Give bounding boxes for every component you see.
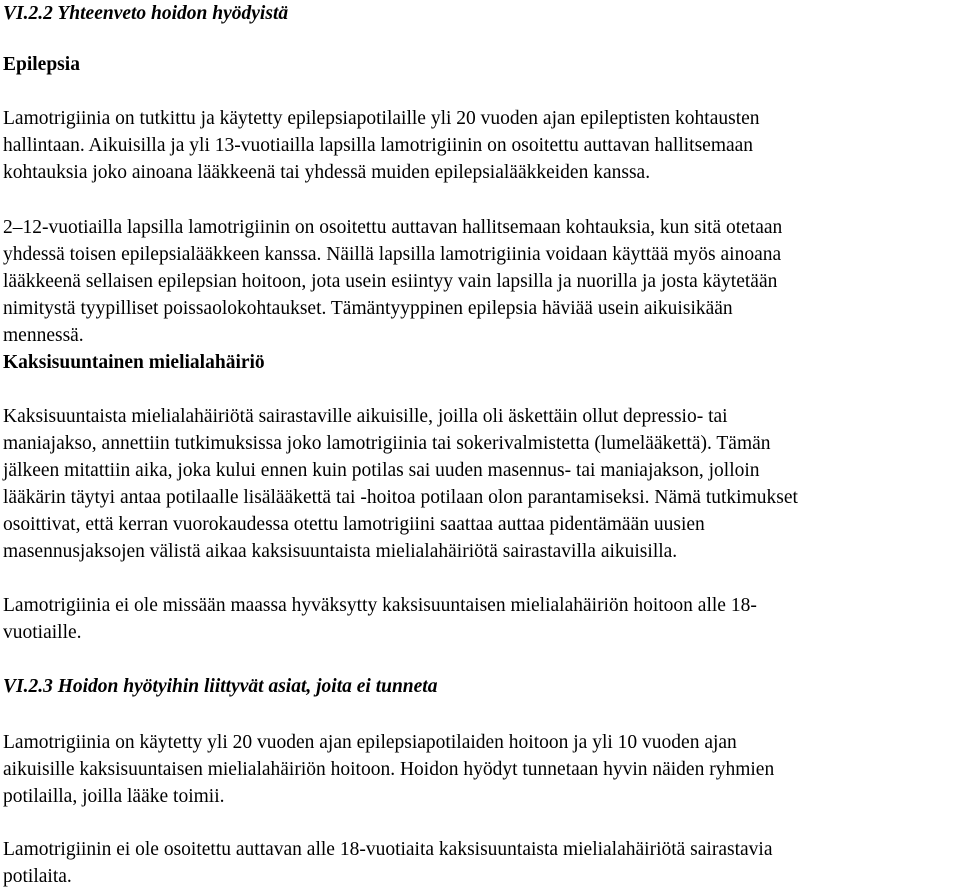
paragraph-line: potilailla, joilla lääke toimii. [3,786,225,807]
paragraph-line: aikuisille kaksisuuntaisen mielialahäiriön hoitoon. Hoidon hyödyt tunnetaan hyvin näiden ryhmien [3,759,775,780]
paragraph-line: Kaksisuuntaista mielialahäiriötä sairastaville aikuisille, joilla oli äskettäin ollut depressio- tai [3,406,728,427]
paragraph-line: mennessä. [3,325,84,346]
section-heading-text: VI.2.2 Yhteenveto hoidon hyödyistä [3,3,289,24]
paragraph-line: potilaita. [3,866,72,887]
paragraph-line: osoittivat, että kerran vuorokaudessa otettu lamotrigiini saattaa auttaa pidentämään uusien [3,514,705,535]
paragraph-line: masennusjaksojen välistä aikaa kaksisuuntaista mielialahäiriötä sairastavilla aikuisilla. [3,541,678,562]
paragraph-known-benefits [3,729,954,810]
paragraph-bipolar-studies [3,403,954,565]
paragraph-under-18 [3,836,954,890]
section-heading-vi-2-3 [3,673,954,700]
subheading-text: Epilepsia [3,54,80,75]
paragraph-epilepsy-adults [3,105,954,186]
paragraph-line: yhdessä toisen epilepsialääkkeen kanssa. Näillä lapsilla lamotrigiinia voidaan käyttää myös ainoana [3,244,782,265]
paragraph-line: nimitystä tyypilliset poissaolokohtaukset. Tämäntyyppinen epilepsia häviää usein aikuisikään [3,298,733,319]
subheading-kaksisuuntainen [3,349,954,376]
paragraph-line: Lamotrigiinin ei ole osoitettu auttavan alle 18-vuotiaita kaksisuuntaista mielialahäiriötä sairastavia [3,839,773,860]
paragraph-line: 2–12-vuotiailla lapsilla lamotrigiinin on osoitettu auttavan hallitsemaan kohtauksia, kun sitä otetaan [3,217,783,238]
paragraph-line: vuotiaille. [3,622,82,643]
paragraph-line: Lamotrigiinia ei ole missään maassa hyväksytty kaksisuuntaisen mielialahäiriön hoitoon alle 18- [3,595,757,616]
paragraph-line: Lamotrigiinia on tutkittu ja käytetty epilepsiapotilaille yli 20 vuoden ajan epileptisten kohtausten [3,108,760,129]
paragraph-line: maniajakso, annettiin tutkimuksissa joko lamotrigiinia tai sokerivalmistetta (lumelääkettä). Tämän [3,433,771,454]
section-heading-vi-2-2 [3,0,954,27]
paragraph-line: hallintaan. Aikuisilla ja yli 13-vuotiailla lapsilla lamotrigiinin on osoitettu auttavan hallitsemaan [3,135,754,156]
paragraph-line: Lamotrigiinia on käytetty yli 20 vuoden ajan epilepsiapotilaiden hoitoon ja yli 10 vuoden ajan [3,732,737,753]
paragraph-line: jälkeen mitattiin aika, joka kului ennen kuin potilas sai uuden masennus- tai maniajakson, jolloin [3,460,760,481]
paragraph-bipolar-age-limit [3,592,954,646]
paragraph-line: lääkkeenä sellaisen epilepsian hoitoon, jota usein esiintyy vain lapsilla ja nuorilla ja josta käytetään [3,271,778,292]
paragraph-line: kohtauksia joko ainoana lääkkeenä tai yhdessä muiden epilepsialääkkeiden kanssa. [3,162,651,183]
section-heading-text: VI.2.3 Hoidon hyötyihin liittyvät asiat, joita ei tunneta [3,676,438,697]
paragraph-line: lääkärin täytyi antaa potilaalle lisälääkettä tai -hoitoa potilaan olon parantamiseksi. Nämä tutkimukset [3,487,798,508]
subheading-epilepsia [3,51,954,78]
paragraph-epilepsy-children [3,214,954,349]
subheading-text: Kaksisuuntainen mielialahäiriö [3,352,265,373]
